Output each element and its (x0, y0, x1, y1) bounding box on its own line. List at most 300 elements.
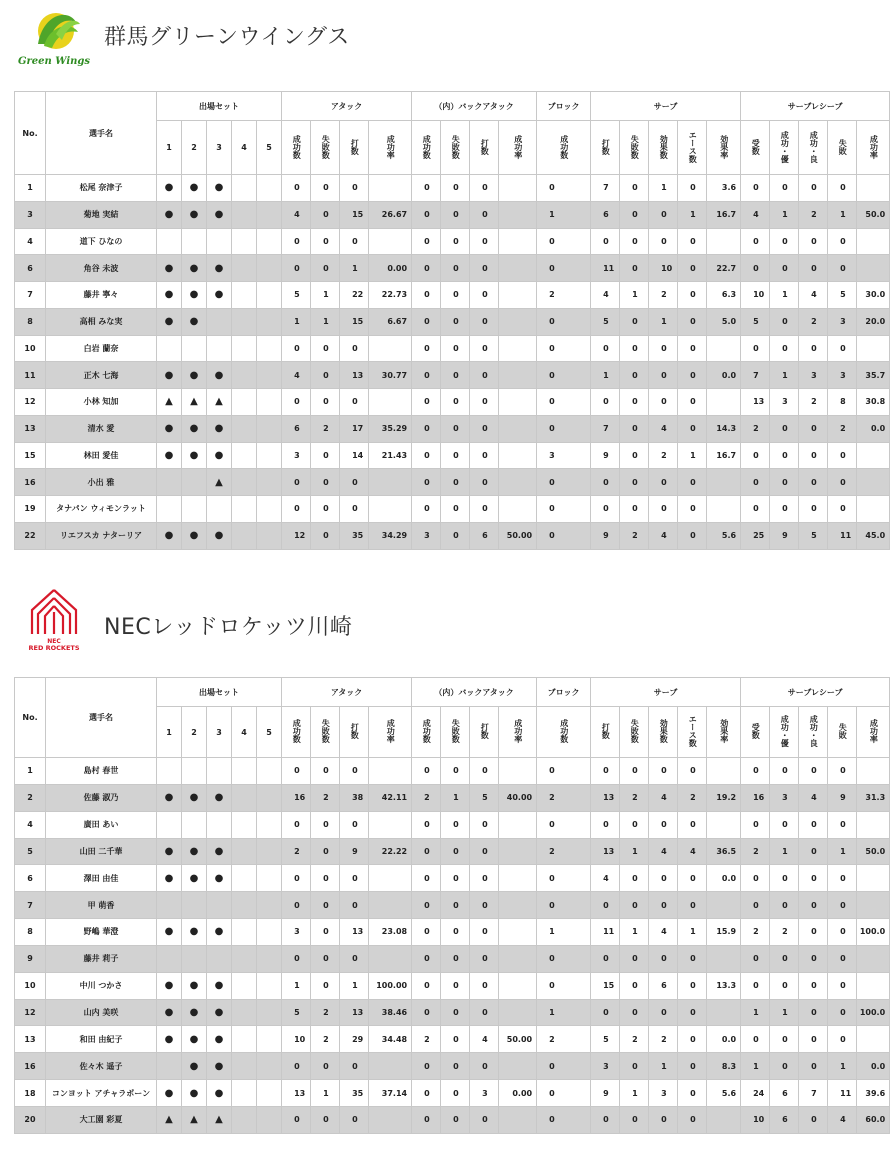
player-row (15, 496, 890, 523)
stat-cell: 0 (412, 1080, 441, 1107)
stat-cell: 0 (340, 1106, 369, 1133)
set-mark (257, 758, 282, 785)
stat-cell: 0 (441, 442, 470, 469)
stat-cell: 5 (282, 999, 311, 1026)
stat-cell (499, 442, 537, 469)
stat-cell: 4 (591, 865, 620, 892)
header-receive: サーブレシーブ (741, 92, 890, 121)
receive-col-header (857, 121, 890, 175)
team-header-2 (0, 588, 896, 658)
set-mark (232, 389, 257, 416)
player-row (15, 362, 890, 389)
stat-cell: 0 (828, 945, 857, 972)
stat-cell: 6.67 (369, 308, 412, 335)
stats-table-nec (14, 677, 890, 1134)
player-number: 12 (15, 389, 46, 416)
stat-cell: 0 (649, 999, 678, 1026)
stat-cell (857, 255, 890, 282)
stat-cell: 0 (311, 469, 340, 496)
set-mark (182, 496, 207, 523)
stat-cell: 0 (741, 945, 770, 972)
set-mark: ● (157, 784, 182, 811)
stat-cell: 0 (537, 1053, 591, 1080)
stat-cell: 0 (828, 758, 857, 785)
set-mark: ● (157, 522, 182, 549)
stat-cell: 22.73 (369, 282, 412, 309)
stat-cell (857, 892, 890, 919)
stat-cell: 0 (282, 945, 311, 972)
stat-cell: 2 (741, 838, 770, 865)
stat-cell: 0 (678, 1026, 707, 1053)
set-mark: ● (207, 201, 232, 228)
stat-cell: 3 (591, 1053, 620, 1080)
stat-cell: 0 (412, 919, 441, 946)
stat-cell: 0 (441, 282, 470, 309)
player-name: 清水 愛 (46, 415, 157, 442)
stat-cell: 0 (282, 389, 311, 416)
player-name: 和田 由紀子 (46, 1026, 157, 1053)
stat-cell: 0 (678, 228, 707, 255)
set-mark (232, 335, 257, 362)
stat-cell: 3 (537, 442, 591, 469)
serve-col-label: 効果率 (719, 719, 729, 743)
stat-cell: 1 (340, 972, 369, 999)
player-number: 9 (15, 945, 46, 972)
player-name: 佐々木 遥子 (46, 1053, 157, 1080)
set-mark: ● (207, 838, 232, 865)
player-number: 18 (15, 1080, 46, 1107)
set-mark (257, 1053, 282, 1080)
stat-cell: 0 (678, 999, 707, 1026)
stat-cell: 0 (620, 972, 649, 999)
stat-cell (369, 892, 412, 919)
stat-cell: 0 (311, 255, 340, 282)
stat-cell: 5.6 (707, 522, 741, 549)
set-mark (232, 1053, 257, 1080)
attack-col-header (340, 707, 369, 758)
stat-cell: 5 (591, 308, 620, 335)
stat-cell: 0 (340, 228, 369, 255)
set-mark: ● (182, 784, 207, 811)
stat-cell (499, 945, 537, 972)
stat-cell: 7 (591, 175, 620, 202)
back-attack-col-header (499, 707, 537, 758)
set-mark (207, 308, 232, 335)
team-name: NECレッドロケッツ川崎 (104, 615, 353, 640)
player-row (15, 1106, 890, 1133)
stat-cell: 0 (441, 972, 470, 999)
stat-cell (857, 335, 890, 362)
set-mark: ● (207, 972, 232, 999)
player-name: 角谷 未波 (46, 255, 157, 282)
stat-cell: 29 (340, 1026, 369, 1053)
stat-cell: 2 (282, 838, 311, 865)
stat-cell: 0 (311, 442, 340, 469)
stat-cell: 0 (412, 335, 441, 362)
player-name: 林田 愛佳 (46, 442, 157, 469)
player-number: 10 (15, 335, 46, 362)
stat-cell: 0 (678, 865, 707, 892)
stat-cell: 1 (620, 838, 649, 865)
stat-cell: 0 (620, 469, 649, 496)
stat-cell: 0 (537, 255, 591, 282)
stat-cell: 0 (678, 496, 707, 523)
stat-cell (369, 228, 412, 255)
player-name: 甲 萌香 (46, 892, 157, 919)
serve-col-header (620, 707, 649, 758)
stat-cell: 0 (649, 469, 678, 496)
receive-col-header (828, 707, 857, 758)
header-serve: サーブ (591, 92, 741, 121)
set-mark (207, 758, 232, 785)
set-mark (232, 1080, 257, 1107)
stat-cell: 2 (620, 1026, 649, 1053)
attack-col-label: 打数 (350, 138, 360, 155)
stat-cell: 3 (470, 1080, 499, 1107)
stat-cell: 0 (412, 255, 441, 282)
stat-cell: 3.6 (707, 175, 741, 202)
set-mark (182, 335, 207, 362)
header-set-2: 2 (182, 121, 207, 175)
stat-cell: 9 (770, 522, 799, 549)
stat-cell: 0 (828, 255, 857, 282)
stat-cell: 0 (620, 999, 649, 1026)
stat-cell: 0 (770, 228, 799, 255)
header-sets: 出場セット (157, 678, 282, 707)
stat-cell: 3 (828, 362, 857, 389)
stat-cell: 0 (412, 415, 441, 442)
back-attack-col-label: 失敗数 (451, 134, 461, 159)
player-row (15, 522, 890, 549)
set-mark: ● (182, 362, 207, 389)
stat-cell: 5 (282, 282, 311, 309)
player-name: タナパン ウィモンラット (46, 496, 157, 523)
stat-cell: 1 (770, 201, 799, 228)
stat-cell: 6 (591, 201, 620, 228)
set-mark: ● (207, 999, 232, 1026)
stat-cell: 0 (537, 1080, 591, 1107)
set-mark (257, 1080, 282, 1107)
attack-col-header (369, 707, 412, 758)
header-sets: 出場セット (157, 92, 282, 121)
set-mark: ▲ (207, 469, 232, 496)
stat-cell: 38 (340, 784, 369, 811)
stat-cell: 30.0 (857, 282, 890, 309)
stat-cell: 35.7 (857, 362, 890, 389)
player-number: 6 (15, 865, 46, 892)
stat-cell: 0 (441, 228, 470, 255)
stat-cell: 0 (470, 1053, 499, 1080)
player-name: 島村 春世 (46, 758, 157, 785)
stat-cell: 24 (741, 1080, 770, 1107)
stat-cell: 0 (340, 389, 369, 416)
stat-cell: 0 (311, 335, 340, 362)
stat-cell: 0 (311, 865, 340, 892)
player-number: 12 (15, 999, 46, 1026)
stat-cell: 0 (412, 838, 441, 865)
stat-cell: 0 (441, 255, 470, 282)
stat-cell: 45.0 (857, 522, 890, 549)
player-number: 1 (15, 758, 46, 785)
set-mark (257, 865, 282, 892)
serve-col-header (649, 707, 678, 758)
set-mark (232, 758, 257, 785)
receive-col-label: 失敗 (838, 138, 848, 155)
stat-cell: 0 (678, 308, 707, 335)
stat-cell: 30.77 (369, 362, 412, 389)
stat-cell: 5 (828, 282, 857, 309)
stat-cell: 1 (828, 838, 857, 865)
stat-cell: 0 (412, 1053, 441, 1080)
set-mark: ● (182, 838, 207, 865)
stat-cell: 0 (620, 415, 649, 442)
stat-cell: 2 (741, 919, 770, 946)
stat-cell (707, 335, 741, 362)
stat-cell: 0 (340, 865, 369, 892)
stat-cell: 0 (591, 1106, 620, 1133)
stat-cell: 0 (412, 228, 441, 255)
stat-cell: 26.67 (369, 201, 412, 228)
stat-cell (369, 945, 412, 972)
stat-cell: 0 (537, 308, 591, 335)
team-name: 群馬グリーンウイングス (104, 25, 350, 50)
stat-cell (857, 811, 890, 838)
stat-cell: 0 (678, 362, 707, 389)
stat-cell: 0 (799, 972, 828, 999)
set-mark: ● (182, 201, 207, 228)
block-col-label: 成功数 (559, 719, 569, 743)
stat-cell: 3 (770, 784, 799, 811)
stat-cell (499, 811, 537, 838)
player-name: 松尾 奈津子 (46, 175, 157, 202)
header-receive: サーブレシーブ (741, 678, 890, 707)
stat-cell: 0 (412, 811, 441, 838)
stat-cell: 0 (470, 282, 499, 309)
player-number: 4 (15, 811, 46, 838)
stat-cell: 1 (649, 1053, 678, 1080)
stat-cell: 0 (620, 442, 649, 469)
stat-cell: 0 (311, 945, 340, 972)
stat-cell: 0 (311, 362, 340, 389)
player-number: 16 (15, 1053, 46, 1080)
stat-cell: 4 (282, 362, 311, 389)
stat-cell: 1 (620, 1080, 649, 1107)
back-attack-col-label: 失敗数 (451, 719, 461, 743)
stat-cell: 2 (537, 1026, 591, 1053)
stat-cell: 0 (441, 999, 470, 1026)
attack-col-header (282, 707, 311, 758)
set-mark (232, 1106, 257, 1133)
player-row (15, 308, 890, 335)
back-attack-col-header (441, 707, 470, 758)
set-mark: ● (207, 175, 232, 202)
stat-cell: 3 (799, 362, 828, 389)
stat-cell: 0 (591, 892, 620, 919)
stat-cell: 1 (770, 999, 799, 1026)
serve-col-header (707, 707, 741, 758)
stat-cell: 0 (441, 362, 470, 389)
stat-cell: 0 (537, 811, 591, 838)
stat-cell: 0 (441, 758, 470, 785)
set-mark (257, 175, 282, 202)
stat-cell: 15.9 (707, 919, 741, 946)
set-mark: ● (157, 838, 182, 865)
stat-cell (857, 496, 890, 523)
stat-cell: 0 (799, 865, 828, 892)
stat-cell: 0 (828, 892, 857, 919)
stat-cell (707, 496, 741, 523)
stat-cell: 0 (828, 811, 857, 838)
attack-col-header (369, 121, 412, 175)
stat-cell: 1 (340, 255, 369, 282)
header-set-4: 4 (232, 707, 257, 758)
stat-cell: 4 (649, 522, 678, 549)
stat-cell: 0 (591, 945, 620, 972)
set-mark (257, 255, 282, 282)
set-mark (157, 892, 182, 919)
stat-cell: 6 (282, 415, 311, 442)
stat-cell: 0 (678, 1053, 707, 1080)
header-back-attack: （内）バックアタック (412, 678, 537, 707)
stat-cell: 0 (828, 496, 857, 523)
stat-cell (499, 255, 537, 282)
stat-cell: 0 (770, 442, 799, 469)
stat-cell: 16.7 (707, 442, 741, 469)
stat-cell: 1 (770, 282, 799, 309)
stat-cell (499, 228, 537, 255)
set-mark (207, 945, 232, 972)
stat-cell: 9 (828, 784, 857, 811)
stat-cell (499, 415, 537, 442)
stat-cell: 0 (282, 892, 311, 919)
player-number: 22 (15, 522, 46, 549)
stat-cell: 6 (470, 522, 499, 549)
stat-cell: 0 (470, 972, 499, 999)
player-name: 野嶋 華澄 (46, 919, 157, 946)
set-mark: ● (182, 175, 207, 202)
set-mark (182, 469, 207, 496)
stat-cell: 1 (770, 838, 799, 865)
set-mark (257, 496, 282, 523)
receive-col-header (741, 121, 770, 175)
attack-col-header (311, 121, 340, 175)
set-mark (257, 972, 282, 999)
set-mark (232, 175, 257, 202)
serve-col-label: 打数 (601, 723, 611, 739)
stat-cell: 0 (678, 389, 707, 416)
stat-cell: 2 (620, 784, 649, 811)
player-number: 1 (15, 175, 46, 202)
set-mark (232, 255, 257, 282)
stat-cell: 0 (770, 811, 799, 838)
stat-cell: 0 (649, 892, 678, 919)
stat-cell: 0 (828, 442, 857, 469)
stat-cell: 0 (828, 335, 857, 362)
stat-cell: 1 (537, 919, 591, 946)
stat-cell: 4 (649, 919, 678, 946)
set-mark: ● (182, 865, 207, 892)
receive-col-label: 成功率 (869, 134, 879, 159)
stat-cell: 0 (311, 522, 340, 549)
stat-cell: 17 (340, 415, 369, 442)
stat-cell: 1 (282, 308, 311, 335)
set-mark (232, 999, 257, 1026)
stat-cell: 16 (282, 784, 311, 811)
stat-cell: 0 (678, 282, 707, 309)
back-attack-col-header (412, 707, 441, 758)
stat-cell (707, 1106, 741, 1133)
stat-cell: 0 (441, 201, 470, 228)
stat-cell: 1 (311, 282, 340, 309)
stat-cell (369, 335, 412, 362)
set-mark (257, 919, 282, 946)
stat-cell: 0 (649, 811, 678, 838)
stat-cell: 0 (741, 865, 770, 892)
stat-cell: 0 (470, 442, 499, 469)
stat-cell: 0 (649, 362, 678, 389)
set-mark (157, 469, 182, 496)
set-mark (182, 758, 207, 785)
stat-cell (499, 972, 537, 999)
stat-cell: 0 (799, 1053, 828, 1080)
stat-cell: 0 (770, 972, 799, 999)
back-attack-col-label: 成功数 (422, 134, 432, 159)
stat-cell: 7 (799, 1080, 828, 1107)
set-mark: ● (182, 282, 207, 309)
stat-cell: 0 (537, 389, 591, 416)
receive-col-header (857, 707, 890, 758)
stat-cell: 0 (678, 415, 707, 442)
stat-cell: 0.0 (857, 1053, 890, 1080)
stat-cell: 0 (537, 758, 591, 785)
set-mark (157, 496, 182, 523)
set-mark: ● (157, 362, 182, 389)
stat-cell: 0 (412, 758, 441, 785)
stat-cell: 13.3 (707, 972, 741, 999)
set-mark (257, 1106, 282, 1133)
set-mark (257, 389, 282, 416)
stat-cell: 0.0 (707, 865, 741, 892)
set-mark (257, 228, 282, 255)
serve-col-label: 失敗数 (630, 719, 640, 743)
stat-cell: 35.29 (369, 415, 412, 442)
stat-cell: 8.3 (707, 1053, 741, 1080)
stat-cell: 0 (412, 389, 441, 416)
stat-cell: 0 (441, 1080, 470, 1107)
stat-cell: 0 (311, 228, 340, 255)
set-mark: ● (182, 415, 207, 442)
stat-cell: 0 (537, 335, 591, 362)
stat-cell: 2 (649, 282, 678, 309)
stat-cell: 5.0 (707, 308, 741, 335)
set-mark (232, 892, 257, 919)
stat-cell: 3 (828, 308, 857, 335)
player-number: 13 (15, 1026, 46, 1053)
stat-cell: 0 (620, 865, 649, 892)
set-mark (232, 469, 257, 496)
stat-cell (499, 308, 537, 335)
stat-cell (857, 175, 890, 202)
stat-cell: 13 (340, 919, 369, 946)
stat-cell: 0 (340, 496, 369, 523)
stat-cell: 2 (770, 919, 799, 946)
stat-cell: 0 (441, 175, 470, 202)
logo-lettering-rr: RED ROCKETS (28, 644, 80, 652)
stat-cell: 0 (678, 335, 707, 362)
player-row (15, 919, 890, 946)
stat-cell: 0 (649, 758, 678, 785)
stat-cell: 0 (537, 415, 591, 442)
